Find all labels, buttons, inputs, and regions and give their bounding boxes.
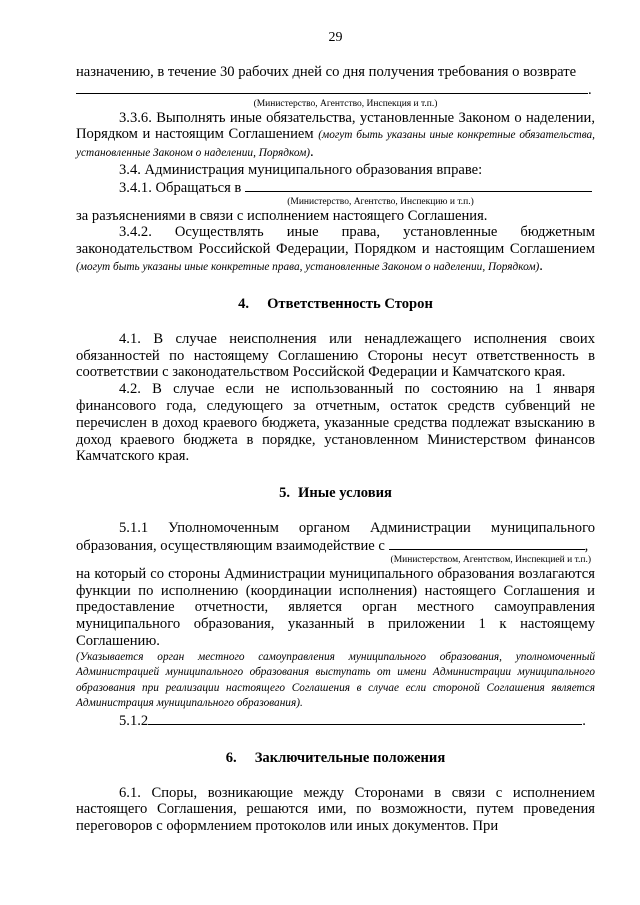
fill-blank bbox=[76, 81, 588, 94]
heading-title: Иные условия bbox=[298, 485, 392, 502]
note-ministry-3: (Министерством, Агентством, Инспекцией и т.п.) bbox=[390, 554, 591, 565]
text-5-1-2: 5.1.2 bbox=[119, 712, 149, 729]
heading-number: 4. bbox=[238, 295, 250, 312]
paragraph-4-1: 4.1. В случае неисполнения или ненадлежащего исполнения своих обязанностей по настоящему Соглашению Стороны несут ответственность в соответствии с законодательством Российской Федерации и Камчатского края. bbox=[76, 330, 595, 381]
italic-3-4-2: (могут быть указаны иные конкретные права, установленные Законом о наделении, Порядком) bbox=[76, 260, 540, 273]
paragraph-5-1-1-cont: на который со стороны Администрации муниципального образования возлагаются функции по исполнению (координации исполнения) настоящего Соглашения и предоставление отчетности, является орган местного самоуправления муниципального образования, указанный в приложении 1 к настоящему Соглашению. bbox=[76, 565, 595, 649]
paragraph-3-4-1-cont: за разъяснениями в связи с исполнением настоящего Соглашения. bbox=[76, 207, 488, 224]
page-number: 29 bbox=[328, 30, 343, 45]
note-ministry-2: (Министерство, Агентство, Инспекцию и т.п.) bbox=[287, 196, 474, 207]
period: . bbox=[310, 144, 314, 161]
period: . bbox=[539, 257, 543, 274]
paragraph-3-3-6 bbox=[76, 110, 595, 162]
text-5-1-1: 5.1.1 Уполномоченным органом Администрации муниципального образования, осуществляющим взаимодействие с bbox=[76, 520, 595, 554]
paragraph-return-requirement bbox=[76, 64, 595, 81]
paragraph-6-1: 6.1. Споры, возникающие между Сторонами в связи с исполнением настоящего Соглашения, решаются ими, по возможности, путем проведения переговоров с оформлением протоколов или иных документов. При bbox=[76, 784, 595, 835]
paragraph-5-1-2: 5.1.2 . bbox=[119, 712, 586, 729]
paragraph-3-4-1 bbox=[76, 179, 595, 197]
italic-3-3-6: (могут быть указаны иные конкретные обязательства, установленные Законом о наделении, Порядком) bbox=[76, 129, 595, 160]
heading-section-5 bbox=[76, 485, 595, 502]
heading-number: 6. bbox=[225, 749, 237, 766]
heading-section-4 bbox=[76, 296, 595, 313]
blank-line-ministry: . bbox=[76, 81, 595, 99]
heading-title: Заключительные положения bbox=[254, 749, 446, 766]
text-return-requirement: назначению, в течение 30 рабочих дней со дня получения требования о возврате bbox=[76, 64, 577, 80]
heading-section-6 bbox=[76, 750, 595, 767]
text-3-4-1: 3.4.1. Обращаться в bbox=[119, 179, 242, 196]
italic-note-5-1-1: (Указывается орган местного самоуправления муниципального образования, уполномоченный Администрацией муниципального образования выступать от имени Администрации муниципального образования при реализации настоящего Соглашения в случае если стороной Соглашения является Администрация муниципального образования). bbox=[76, 650, 595, 710]
fill-blank-5-1-2 bbox=[148, 712, 582, 725]
paragraph-3-4-2 bbox=[76, 224, 595, 275]
fill-blank-3-4-1 bbox=[245, 179, 592, 192]
paragraph-3-4: 3.4. Администрация муниципального образования вправе: bbox=[119, 161, 483, 178]
text-3-3-6: 3.3.6. Выполнять иные обязательства, установленные Законом о наделении, Порядком и настоящим Соглашением bbox=[76, 109, 595, 143]
heading-title: Ответственность Сторон bbox=[267, 295, 433, 312]
paragraph-4-2: 4.2. В случае если не использованный по состоянию на 1 января финансового года, следующего за отчетным, остаток средств субвенций не перечислен в доход краевого бюджета, указанные средства подлежат взысканию в доход краевого бюджета в порядке, установленном Министерством финансов Камчатского края. bbox=[76, 381, 595, 465]
document-page bbox=[76, 30, 595, 835]
text-3-4-2: 3.4.2. Осуществлять иные права, установленные бюджетным законодательством Российской Федерации, Порядком и настоящим Соглашением bbox=[76, 224, 595, 258]
paragraph-5-1-1: 5.1.1 Уполномоченным органом Администрации муниципального образования, осуществляющим взаимодействие с , bbox=[76, 520, 595, 554]
fill-blank-5-1-1 bbox=[389, 537, 585, 550]
heading-number: 5. bbox=[279, 485, 291, 502]
note-ministry-1: (Министерство, Агентство, Инспекция и т.п.) bbox=[253, 98, 438, 109]
